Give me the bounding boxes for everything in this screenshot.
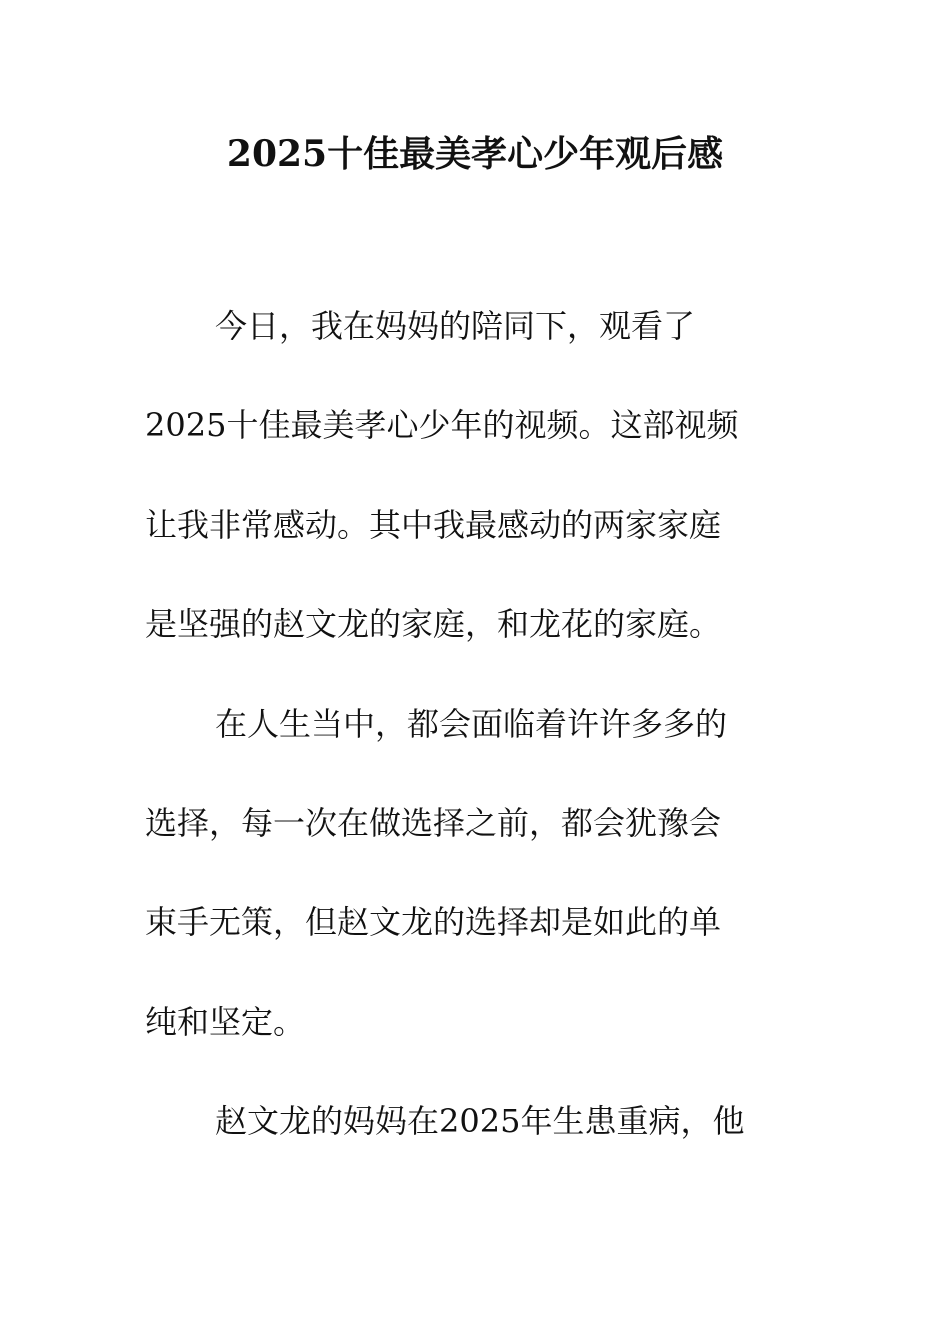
paragraph-line: 今日，我在妈妈的陪同下，观看了	[215, 307, 696, 345]
paragraph-line: 束手无策，但赵文龙的选择却是如此的单	[145, 903, 722, 941]
document-title: 2025十佳最美孝心少年观后感	[226, 133, 724, 175]
paragraph-line: 是坚强的赵文龙的家庭，和龙花的家庭。	[145, 605, 722, 643]
paragraph-line: 让我非常感动。其中我最感动的两家家庭	[145, 506, 722, 544]
paragraph-line: 赵文龙的妈妈在2025年生患重病，他	[215, 1102, 745, 1140]
paragraph-line: 选择，每一次在做选择之前，都会犹豫会	[145, 804, 722, 842]
paragraph-line: 纯和坚定。	[145, 1003, 306, 1041]
paragraph-line: 2025十佳最美孝心少年的视频。这部视频	[145, 406, 739, 444]
paragraph-line: 在人生当中，都会面临着许许多多的	[215, 705, 728, 743]
